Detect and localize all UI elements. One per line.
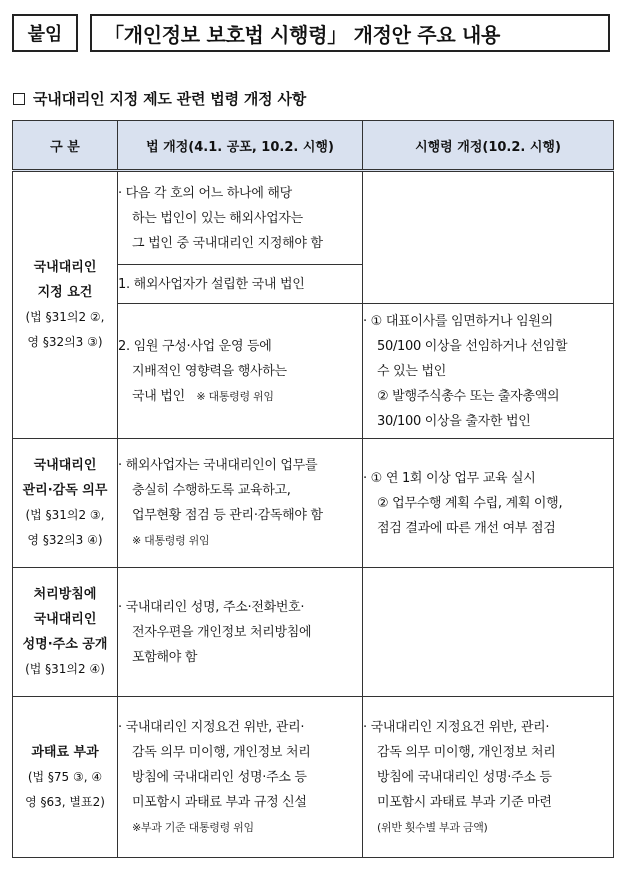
decree-cell-empty: [363, 568, 614, 697]
table-row: [13, 171, 614, 265]
row-label-supervision: [13, 439, 118, 568]
penalty-note: (위반 횟수별 부과 금액): [377, 820, 488, 834]
text-line: 방침에 국내대리인 성명·주소 등: [377, 769, 552, 785]
amendment-table: [12, 120, 614, 858]
text-line: 50/100 이상을 선임하거나 선임할: [377, 338, 568, 354]
law-cell: [118, 697, 363, 858]
row-reference: (법 §75 ③, ④: [27, 769, 103, 784]
text-line: 1. 해외사업자가 설립한 국내 법인: [118, 276, 305, 292]
text-line: 수 있는 법인: [377, 363, 446, 379]
text-line: 방침에 국내대리인 성명·주소 등: [132, 769, 307, 785]
text-line: 그 법인 중 국내대리인 지정해야 함: [132, 235, 323, 251]
row-label-line: 성명·주소 공개: [22, 637, 108, 652]
text-line: 업무현황 점검 등 관리·감독해야 함: [132, 508, 323, 523]
row-reference: (법 §31의2 ③,: [25, 508, 105, 522]
law-cell: [118, 568, 363, 697]
text-line: 미포함시 과태료 부과 기준 마련: [377, 794, 552, 810]
text-line: · 국내대리인 지정요건 위반, 관리·: [118, 719, 305, 735]
row-label-line: 지정 요건: [37, 285, 93, 300]
law-cell: [118, 171, 363, 265]
row-label-line: 과태료 부과: [31, 744, 99, 760]
row-label-privacy-policy: [13, 568, 118, 697]
row-reference: (법 §31의2 ④): [25, 662, 105, 676]
row-label-line: 처리방침에: [33, 587, 97, 602]
decree-cell: [363, 304, 614, 439]
text-line: · 해외사업자는 국내대리인이 업무를: [118, 458, 318, 473]
header-decree: 시행령 개정(10.2. 시행): [363, 121, 614, 171]
table-row: [13, 568, 614, 697]
row-label-penalty: [13, 697, 118, 858]
delegation-note: ※부과 기준 대통령령 위임: [132, 820, 254, 834]
row-label-line: 국내대리인: [33, 612, 97, 627]
text-line: 포함해야 함: [132, 649, 198, 665]
text-line: [118, 384, 362, 409]
table-row: [13, 439, 614, 568]
delegation-note: ※ 대통령령 위임: [196, 389, 274, 403]
decree-cell-empty: [363, 171, 614, 304]
text-line: · 국내대리인 성명, 주소·전화번호·: [118, 599, 305, 615]
text-line: 감독 의무 미이행, 개인정보 처리: [132, 744, 311, 760]
text-line: · ① 연 1회 이상 업무 교육 실시: [363, 470, 536, 486]
text-line: · 국내대리인 지정요건 위반, 관리·: [363, 719, 550, 735]
text-line: ② 업무수행 계획 수립, 계획 이행,: [377, 495, 563, 511]
row-reference: 영 §32의3 ③): [27, 335, 103, 349]
document-title: 「개인정보 보호법 시행령」 개정안 주요 내용: [90, 14, 610, 52]
row-label-line: 국내대리인: [33, 458, 97, 473]
decree-cell: [363, 439, 614, 568]
text-line: 30/100 이상을 출자한 법인: [377, 413, 531, 429]
row-reference: 영 §32의3 ④): [27, 533, 103, 547]
text-line: ② 발행주식총수 또는 출자총액의: [377, 388, 560, 404]
text-line: 하는 법인이 있는 해외사업자는: [132, 210, 303, 226]
text-line: 2. 임원 구성·사업 운영 등에: [118, 338, 272, 354]
row-label-line: 국내대리인: [33, 260, 97, 275]
law-cell: [118, 304, 363, 439]
table-row: [13, 697, 614, 858]
section-title-text: 국내대리인 지정 제도 관련 법령 개정 사항: [33, 90, 307, 108]
law-cell: [118, 265, 363, 304]
text-line: 지배적인 영향력을 행사하는: [132, 363, 287, 379]
law-cell: [118, 439, 363, 568]
text-line: 감독 의무 미이행, 개인정보 처리: [377, 744, 556, 760]
text-span: 국내 법인: [132, 388, 185, 404]
row-reference: 영 §63, 별표2): [25, 794, 105, 809]
decree-cell: [363, 697, 614, 858]
text-line: 미포함시 과태료 부과 규정 신설: [132, 794, 307, 810]
row-reference: (법 §31의2 ②,: [25, 310, 105, 324]
text-line: · ① 대표이사를 임면하거나 임원의: [363, 313, 553, 329]
row-label-line: 관리·감독 의무: [22, 483, 108, 498]
header-law: 법 개정(4.1. 공포, 10.2. 시행): [118, 121, 363, 171]
row-label-designation: [13, 171, 118, 439]
table-header-row: [13, 121, 614, 171]
text-line: 충실히 수행하도록 교육하고,: [132, 483, 291, 498]
text-line: 점검 결과에 따른 개선 여부 점검: [377, 520, 556, 536]
square-bullet-icon: [13, 93, 25, 105]
attachment-badge: 붙임: [12, 14, 78, 52]
text-line: · 다음 각 호의 어느 하나에 해당: [118, 185, 292, 201]
header-category: 구 분: [13, 121, 118, 171]
text-line: 전자우편을 개인정보 처리방침에: [132, 624, 312, 640]
delegation-note: ※ 대통령령 위임: [132, 534, 210, 547]
section-title: [13, 88, 306, 109]
